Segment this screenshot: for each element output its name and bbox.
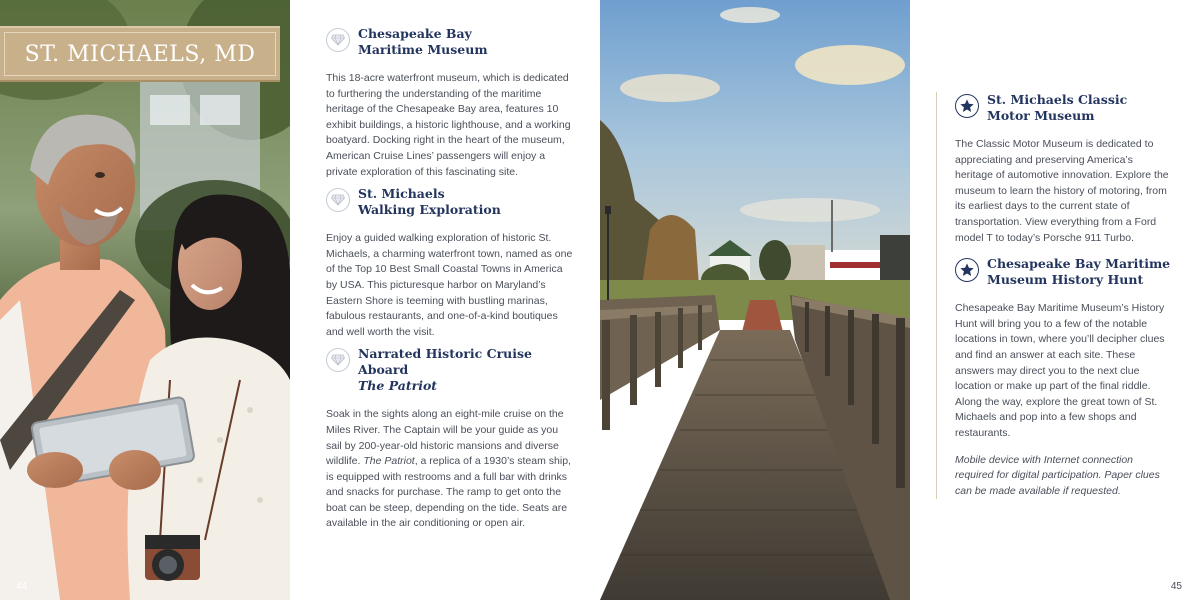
excursion-description bbox=[326, 407, 576, 532]
diamond-icon bbox=[326, 348, 350, 372]
excursion-title-line1: Chesapeake Bay bbox=[358, 26, 472, 41]
excursion-history-hunt bbox=[955, 256, 1172, 499]
excursion-header bbox=[326, 186, 576, 218]
excursion-header bbox=[326, 346, 576, 394]
excursion-header bbox=[326, 26, 576, 58]
excursion-title-line1: St. Michaels Classic bbox=[987, 92, 1128, 107]
boardwalk-photo bbox=[600, 0, 910, 600]
couple-photo bbox=[0, 0, 290, 600]
excursion-title-line1: Narrated Historic Cruise Aboard bbox=[358, 346, 532, 378]
location-title: ST. MICHAELS, MD bbox=[4, 32, 276, 76]
description-part2: , a replica of a 1930’s steam ship, is equipped with restrooms and a full bar with drinks and snacks for purchase. The ramp to get onto the boat can be steep, depending on the tide. Seats are available in the air conditioning or open air. bbox=[326, 455, 571, 530]
excursion-header bbox=[955, 92, 1172, 124]
excursion-motor-museum bbox=[955, 92, 1172, 246]
excursion-title-line2: Walking Exploration bbox=[358, 202, 501, 218]
boardwalk-photo-illustration bbox=[600, 0, 910, 600]
excursions-column-left bbox=[326, 26, 576, 532]
excursion-title bbox=[358, 26, 488, 58]
diamond-icon bbox=[326, 188, 350, 212]
excursion-title-line1: Chesapeake Bay Maritime bbox=[987, 256, 1171, 272]
excursion-description: This 18-acre waterfront museum, which is dedicated to furthering the understanding of the maritime heritage of the Chesapeake Bay area, features 10 exhibit buildings, a historic lighthouse, and a working boatyard. Docking right in the heart of the museum, American Cruise Lines’ passengers will enjoy a private exploration of this fascinating site. bbox=[326, 72, 571, 178]
page-number-right: 45 bbox=[1170, 581, 1182, 592]
excursion-title-line1: St. Michaels bbox=[358, 186, 445, 202]
excursions-column-right bbox=[936, 92, 1172, 499]
couple-photo-illustration bbox=[0, 0, 290, 600]
excursion-title-line2: Museum History Hunt bbox=[987, 272, 1144, 288]
excursion-title bbox=[358, 186, 501, 218]
star-icon bbox=[955, 94, 979, 118]
excursion-title bbox=[358, 346, 576, 394]
excursion-maritime-museum bbox=[326, 26, 576, 180]
excursion-title-line2: Motor Museum bbox=[987, 108, 1095, 123]
participation-note: Mobile device with Internet connection required for digital participation. Paper clues can be made available if requested. bbox=[955, 453, 1160, 497]
excursion-title bbox=[987, 92, 1127, 124]
excursion-description: Chesapeake Bay Maritime Museum’s History Hunt will bring you to a few of the notable locations in town, where you’ll decipher clues and find an answer at each site. These answers may direct you to the next clue location or make up part of the final riddle. Along the way, explore the great town of St. Michaels and pop into a few shops and restaurants. bbox=[955, 302, 1165, 439]
excursion-title-line2: Maritime Museum bbox=[358, 42, 488, 57]
excursion-description: The Classic Motor Museum is dedicated to appreciating and preserving America’s heritage of automotive innovation. Explore the museum to learn the history of motoring, from its earliest days to the current state of transportation. View everything from a Ford model T to today’s Porsche 911 Turbo. bbox=[955, 138, 1169, 244]
location-banner bbox=[0, 26, 280, 82]
excursion-walking-exploration bbox=[326, 186, 576, 340]
star-icon bbox=[955, 258, 979, 282]
description-part1: Soak in the sights along an eight-mile cruise on the Miles River. The Captain will be your guide as you sail by 200-year-old historic mansions and diverse wildlife. bbox=[326, 408, 564, 468]
diamond-icon bbox=[326, 28, 350, 52]
excursion-header bbox=[955, 256, 1172, 288]
excursion-description: Enjoy a guided walking exploration of historic St. Michaels, a charming waterfront town, named as one of the Top 10 Best Small Coastal Towns in America by USA. This picturesque harbor on Maryland’s Eastern Shore is teeming with bustling marinas, fabulous restaurants, and one-of-a-kind boutiques and well worth the visit. bbox=[326, 232, 573, 338]
excursion-historic-cruise bbox=[326, 346, 576, 532]
excursion-title bbox=[987, 256, 1170, 288]
description-ship-name: The Patriot bbox=[363, 455, 415, 468]
excursion-title-line2: The Patriot bbox=[358, 378, 438, 394]
page-number-left: 44 bbox=[16, 581, 28, 592]
